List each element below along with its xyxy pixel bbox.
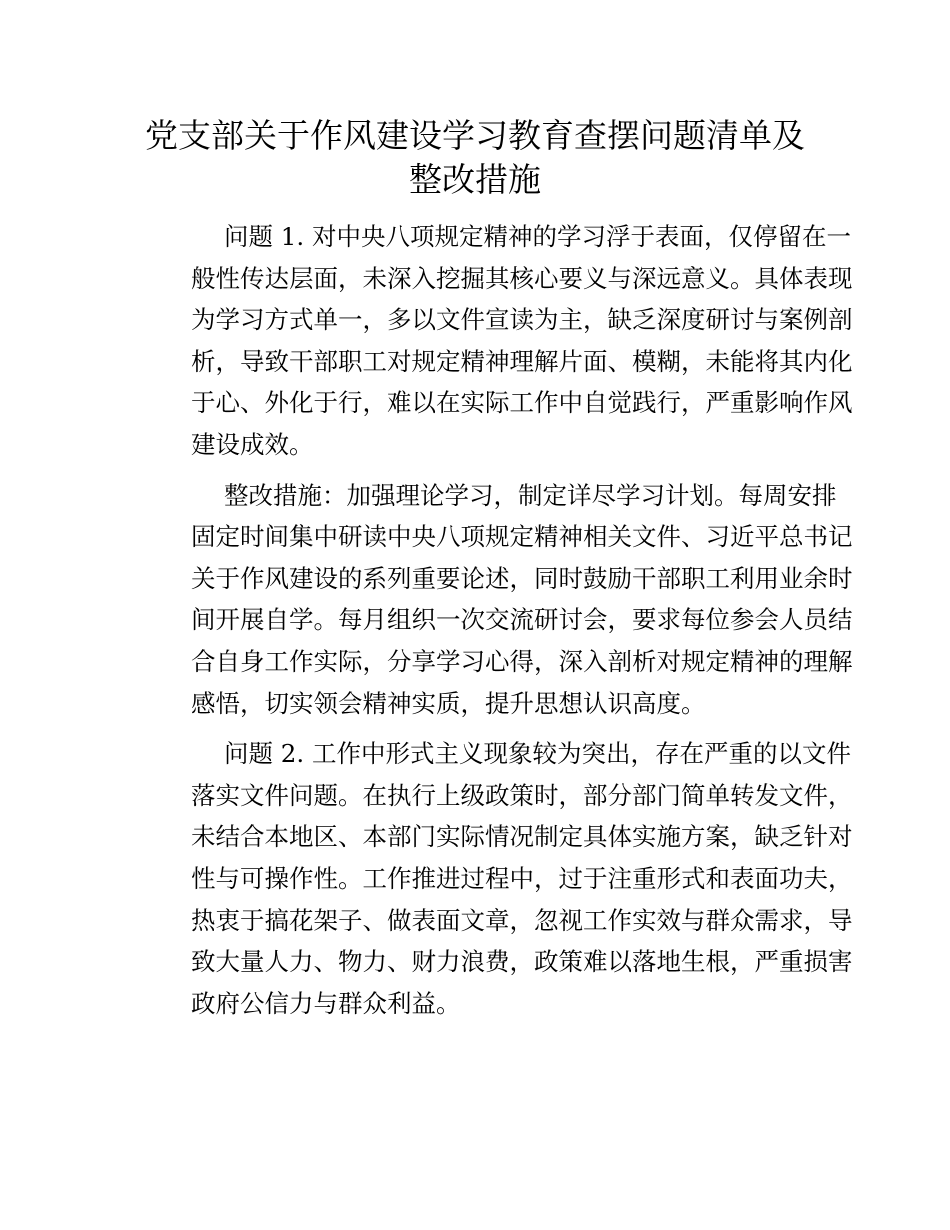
- text-line: 建设成效。: [191, 429, 314, 459]
- paragraph-problem-1: [142, 216, 853, 466]
- text-line: 致大量人力、物力、财力浪费，政策难以落地生根，严重损害: [191, 947, 853, 977]
- text-line: 性与可操作性。工作推进过程中，过于注重形式和表面功夫，: [191, 863, 853, 893]
- document-body: [142, 216, 853, 1033]
- text-line: 为学习方式单一，多以文件宣读为主，缺乏深度研讨与案例剖: [191, 305, 853, 335]
- text-line: 析，导致干部职工对规定精神理解片面、模糊，未能将其内化: [191, 346, 853, 376]
- text-line: 问题 1. 对中央八项规定精神的学习浮于表面，仅停留在一: [224, 222, 851, 251]
- paragraph-problem-2: [142, 733, 853, 1024]
- text-line: 感悟，切实领会精神实质，提升思想认识高度。: [191, 688, 706, 718]
- text-line: 合自身工作实际，分享学习心得，深入剖析对规定精神的理解: [191, 646, 853, 676]
- text-line: 问题 2. 工作中形式主义现象较为突出，存在严重的以文件: [224, 739, 851, 769]
- text-line: 固定时间集中研读中央八项规定精神相关文件、习近平总书记: [191, 522, 853, 552]
- document-title: [120, 114, 830, 202]
- paragraph-measure-1: [142, 475, 853, 725]
- title-line-2: 整改措施: [409, 160, 541, 199]
- text-line: 整改措施：加强理论学习，制定详尽学习计划。每周安排: [224, 480, 837, 510]
- text-line: 落实文件问题。在执行上级政策时，部分部门简单转发文件，: [191, 780, 853, 810]
- text-line: 政府公信力与群众利益。: [191, 988, 461, 1018]
- title-line-1: 党支部关于作风建设学习教育查摆问题清单及: [145, 116, 805, 155]
- text-line: 般性传达层面，未深入挖掘其核心要义与深远意义。具体表现: [191, 263, 853, 293]
- text-line: 于心、外化于行，难以在实际工作中自觉践行，严重影响作风: [191, 388, 853, 418]
- text-line: 间开展自学。每月组织一次交流研讨会，要求每位参会人员结: [191, 605, 853, 635]
- text-line: 未结合本地区、本部门实际情况制定具体实施方案，缺乏针对: [191, 822, 853, 852]
- text-line: 热衷于搞花架子、做表面文章，忽视工作实效与群众需求，导: [191, 905, 853, 935]
- text-line: 关于作风建设的系列重要论述，同时鼓励干部职工利用业余时: [191, 563, 853, 593]
